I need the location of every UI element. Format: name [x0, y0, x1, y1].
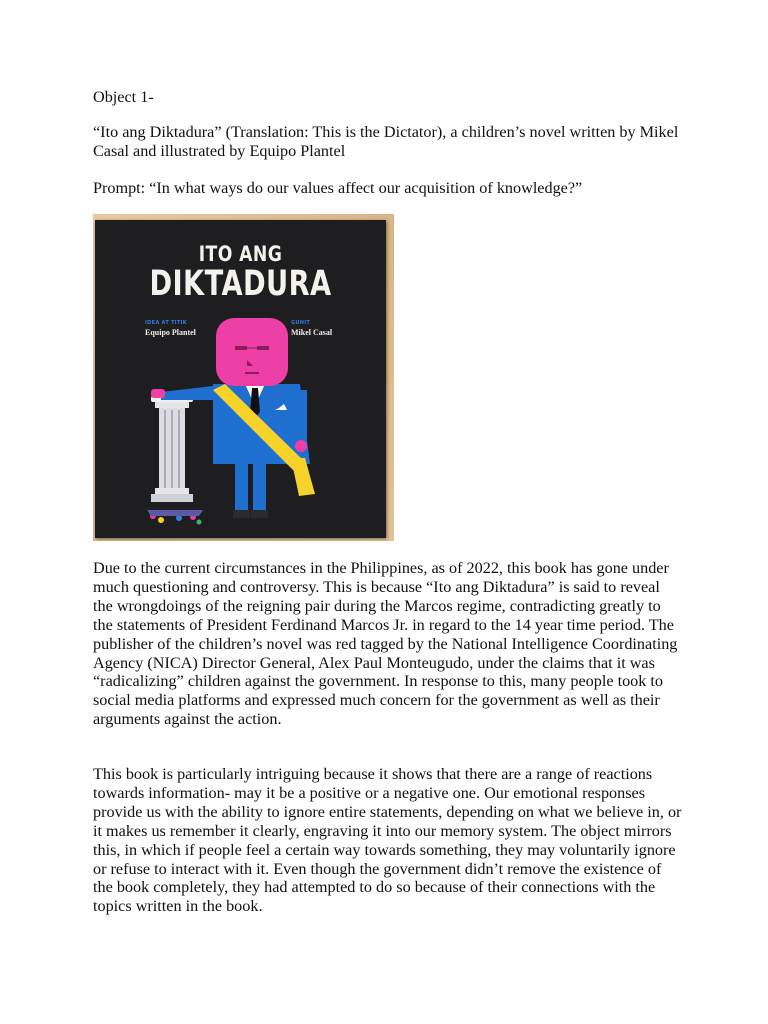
- cover-title-line1: ITO ANG: [198, 242, 283, 266]
- cover-right-role: GUHIT: [291, 320, 311, 326]
- cover-left-name: Equipo Plantel: [145, 328, 196, 337]
- paragraph-2: This book is particularly intriguing because it shows that there are a range of reactions towards information- may it be a positive or a negative one. Our emotional responses provide us with the ability to ignore entire statements, depending on what we believe in, or it makes us remember it clearly, engraving it into our memory system. The object mirrors this, in which if people feel a certain way towards something, they may voluntarily ignore or refuse to interact with it. Even though the government didn’t remove the existence of the book completely, they had attempted to do so because of their connections with the topics written in the book.: [93, 765, 682, 916]
- book-photo: [93, 214, 394, 541]
- book-cover: [95, 220, 386, 538]
- book-description: “Ito ang Diktadura” (Translation: This is the Dictator), a children’s novel written by Mikel Casal and illustrated by Equipo Plantel: [93, 123, 679, 160]
- paragraph-1: Due to the current circumstances in the Philippines, as of 2022, this book has gone under much questioning and controversy. This is because “Ito ang Diktadura” is said to reveal the wrongdoings of the reigning pair during the Marcos regime, contradicting greatly to the statements of President Ferdinand Marcos Jr. in regard to the 14 year time period. The publisher of the children’s novel was red tagged by the National Intelligence Coordinating Agency (NICA) Director General, Alex Paul Monteugudo, under the claims that it was “radicalizing” children against the government. In response to this, many people took to social media platforms and expressed much concern for the government as well as their arguments against the action.: [93, 559, 678, 729]
- flowers-illustration: [147, 510, 203, 525]
- prompt-text: Prompt: “In what ways do our values affect our acquisition of knowledge?”: [93, 179, 583, 197]
- cover-right-name: Mikel Casal: [291, 328, 333, 337]
- column-illustration: [151, 396, 193, 502]
- cover-title-line2: DIKTADURA: [149, 264, 332, 304]
- object-heading: Object 1-: [93, 88, 154, 106]
- cover-left-role: IDEA AT TITIK: [145, 320, 187, 326]
